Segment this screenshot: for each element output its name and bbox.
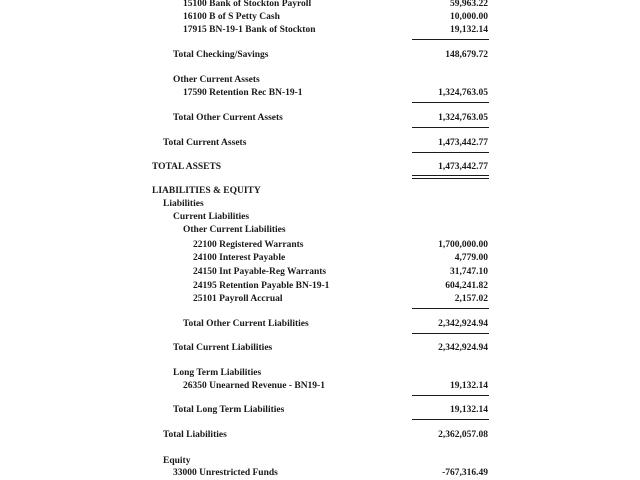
subtotal-rule xyxy=(412,127,489,128)
total-label: Total Checking/Savings xyxy=(173,50,269,60)
total-amount: 2,342,924.94 xyxy=(438,319,488,329)
account-row-24100 xyxy=(0,252,640,265)
account-amount: 59,963.22 xyxy=(450,0,488,9)
account-row-17590 xyxy=(0,87,640,100)
section-heading: Equity xyxy=(163,456,191,466)
account-row-15100 xyxy=(0,0,640,11)
total-amount: 1,324,763.05 xyxy=(438,113,488,123)
account-row-26350 xyxy=(0,380,640,393)
subtotal-rule xyxy=(412,39,489,40)
account-label: 33000 Unrestricted Funds xyxy=(173,468,278,478)
account-row-22100 xyxy=(0,239,640,252)
section-heading: Other Current Liabilities xyxy=(183,225,286,235)
total-label: Total Long Term Liabilities xyxy=(173,405,285,415)
account-label: 26350 Unearned Revenue - BN19-1 xyxy=(183,381,325,391)
account-label: 25101 Payroll Accrual xyxy=(193,294,283,304)
account-label: 17915 BN-19-1 Bank of Stockton xyxy=(183,25,316,35)
account-row-33000 xyxy=(0,467,640,480)
account-label: 24150 Int Payable-Reg Warrants xyxy=(193,267,327,277)
total-amount: 19,132.14 xyxy=(450,405,488,415)
section-heading-other-current-liabilities xyxy=(0,224,640,237)
total-long-term-liabilities-row xyxy=(0,404,640,417)
section-heading: Liabilities xyxy=(163,199,204,209)
section-heading-liabilities-equity xyxy=(0,185,640,198)
grand-total-amount: 1,473,442.77 xyxy=(438,162,488,172)
account-row-24195 xyxy=(0,280,640,293)
account-label: 15100 Bank of Stockton Payroll xyxy=(183,0,312,9)
account-amount: 31,747.10 xyxy=(450,267,488,277)
account-amount: 10,000.00 xyxy=(450,12,488,22)
subtotal-rule xyxy=(412,308,489,309)
subtotal-rule xyxy=(412,419,489,420)
account-row-16100 xyxy=(0,11,640,24)
account-row-17915 xyxy=(0,24,640,37)
section-heading: Other Current Assets xyxy=(173,75,260,85)
account-row-24150 xyxy=(0,266,640,279)
total-label: Total Other Current Assets xyxy=(173,113,283,123)
account-label: 24100 Interest Payable xyxy=(193,253,286,263)
subtotal-rule xyxy=(412,152,489,153)
account-amount: 19,132.14 xyxy=(450,25,488,35)
section-heading: Current Liabilities xyxy=(173,212,250,222)
section-heading-current-liabilities xyxy=(0,211,640,224)
account-label: 16100 B of S Petty Cash xyxy=(183,12,280,22)
total-amount: 2,362,057.08 xyxy=(438,430,488,440)
account-amount: 4,779.00 xyxy=(454,253,488,263)
total-label: Total Current Assets xyxy=(163,138,247,148)
account-amount: 1,324,763.05 xyxy=(438,88,488,98)
account-amount: -767,316.49 xyxy=(442,468,488,478)
total-label: Total Liabilities xyxy=(163,430,227,440)
grand-total-label: TOTAL ASSETS xyxy=(152,162,222,172)
grand-total-double-rule xyxy=(412,175,489,179)
section-heading-liabilities xyxy=(0,198,640,211)
account-amount: 604,241.82 xyxy=(445,281,488,291)
section-heading-other-current-assets xyxy=(0,74,640,87)
total-checking-savings-row xyxy=(0,49,640,62)
total-amount: 2,342,924.94 xyxy=(438,343,488,353)
account-label: 17590 Retention Rec BN-19-1 xyxy=(183,88,303,98)
total-current-assets-row xyxy=(0,137,640,150)
subtotal-rule xyxy=(412,395,489,396)
total-liabilities-row xyxy=(0,429,640,442)
account-label: 22100 Registered Warrants xyxy=(193,240,304,250)
total-current-liabilities-row xyxy=(0,342,640,355)
total-amount: 148,679.72 xyxy=(445,50,488,60)
total-amount: 1,473,442.77 xyxy=(438,138,488,148)
total-other-current-liabilities-row xyxy=(0,318,640,331)
account-label: 24195 Retention Payable BN-19-1 xyxy=(193,281,330,291)
subtotal-rule xyxy=(412,102,489,103)
total-label: Total Current Liabilities xyxy=(173,343,273,353)
account-amount: 1,700,000.00 xyxy=(438,240,488,250)
account-row-25101 xyxy=(0,293,640,306)
section-heading: LIABILITIES & EQUITY xyxy=(152,186,261,196)
section-heading-long-term-liabilities xyxy=(0,367,640,380)
subtotal-rule xyxy=(412,333,489,334)
account-amount: 2,157.02 xyxy=(454,294,488,304)
total-other-current-assets-row xyxy=(0,112,640,125)
total-label: Total Other Current Liabilities xyxy=(183,319,309,329)
total-assets-row xyxy=(0,161,640,174)
account-amount: 19,132.14 xyxy=(450,381,488,391)
section-heading: Long Term Liabilities xyxy=(173,368,262,378)
